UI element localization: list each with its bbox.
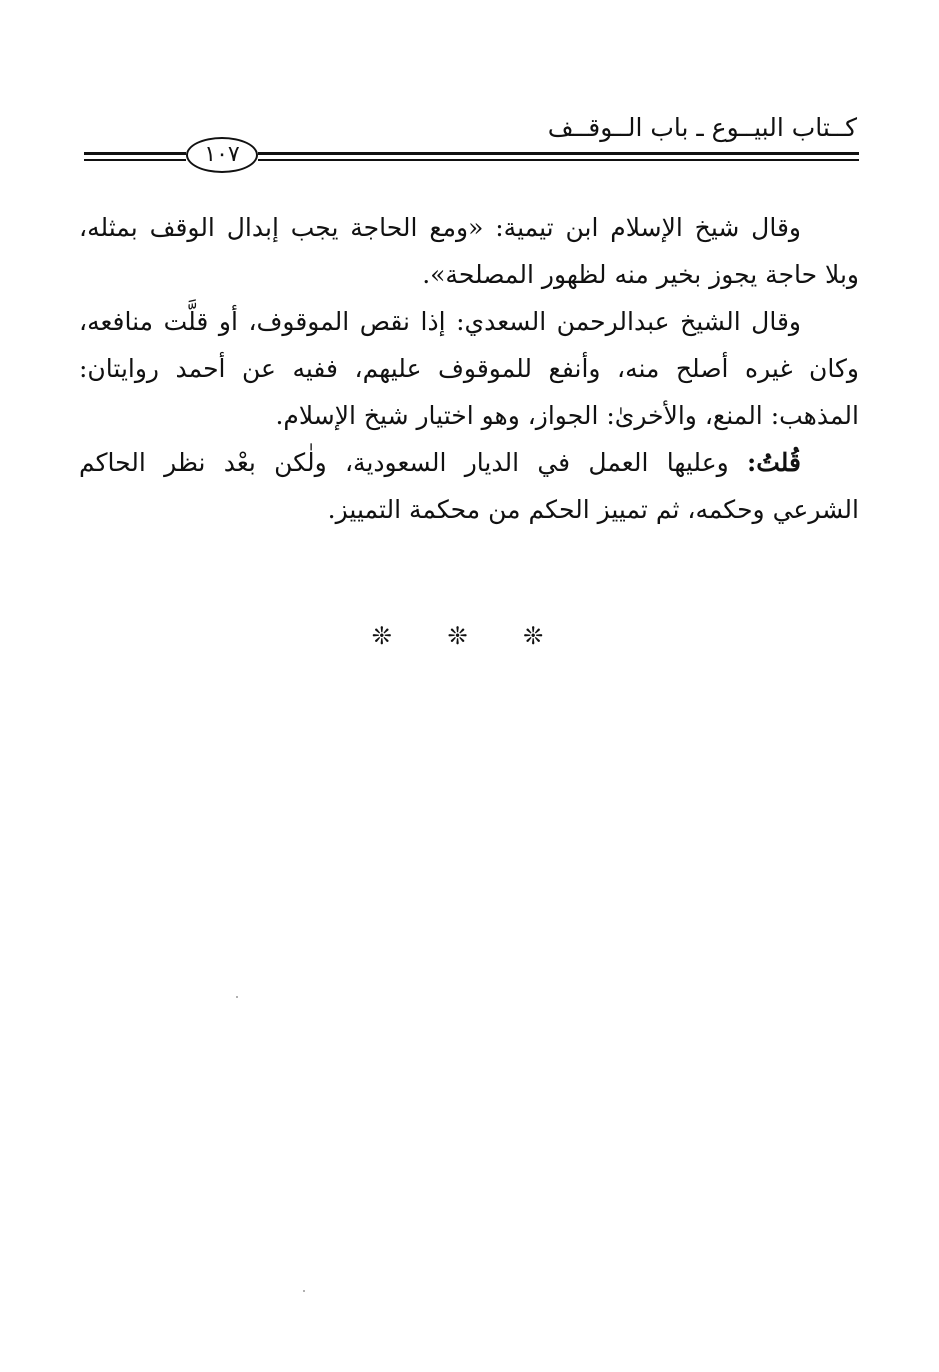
note-text: وعليها العمل في الديار السعودية، ولٰكن بعْد نظر الحاكم الشرعي وحكمه، ثم تمييز الحكم من محكمة التمييز.	[79, 448, 859, 524]
running-title: كــتاب البيــوع ـ باب الــوقــف	[547, 113, 857, 142]
page-number	[186, 137, 258, 173]
scan-speck	[303, 1290, 305, 1292]
page-number-text: ١٠٧	[204, 142, 240, 167]
header-rule-right-bottom	[258, 159, 859, 161]
section-separator: ❊ ❊ ❊	[371, 622, 568, 650]
scan-speck	[236, 996, 238, 998]
note-paragraph	[79, 439, 859, 533]
main-text	[79, 204, 859, 533]
paragraph: وقال شيخ الإسلام ابن تيمية: «ومع الحاجة يجب إبدال الوقف بمثله، وبلا حاجة يجوز بخير منه لظهور المصلحة».	[79, 213, 859, 289]
header-rule-left-top	[84, 152, 186, 155]
note-label: قُلتُ:	[746, 448, 801, 477]
paragraph: وقال الشيخ عبدالرحمن السعدي: إذا نقص الموقوف، أو قلَّت منافعه، وكان غيره أصلح منه، وأنفع للموقوف عليهم، ففيه عن أحمد روايتان: المذهب: المنع، والأخرىٰ: الجواز، وهو اختيار شيخ الإسلام.	[79, 307, 859, 430]
header-rule-left-bottom	[84, 159, 186, 161]
header-rule-right-top	[258, 152, 859, 155]
